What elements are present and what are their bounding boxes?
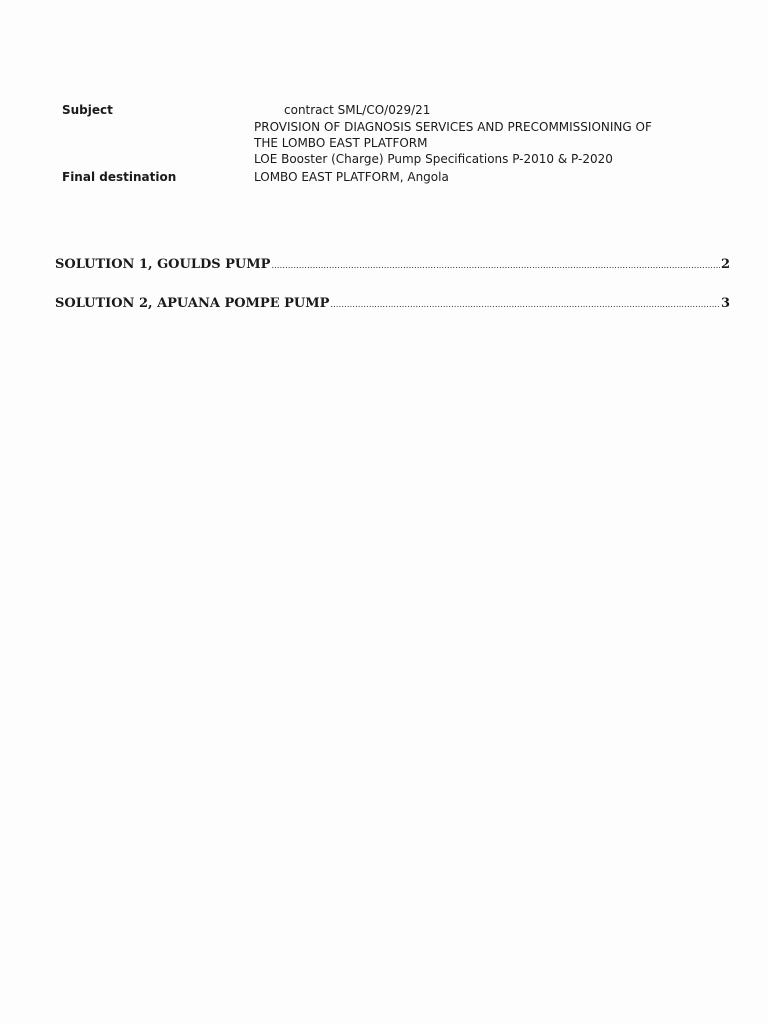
subject-line-contract: contract SML/CO/029/21 (284, 103, 431, 117)
toc-dot-leader (330, 296, 720, 314)
toc-entry-page-number: 2 (720, 257, 730, 272)
header-block (0, 0, 768, 200)
final-destination-label: Final destination (62, 170, 177, 184)
toc-entry-page-number: 3 (720, 296, 730, 311)
toc-entry-title: SOLUTION 2, APUANA POMPE PUMP (55, 296, 330, 311)
subject-line-provision: PROVISION OF DIAGNOSIS SERVICES AND PRECOMMISSIONING OF (254, 120, 652, 134)
subject-line-platform: THE LOMBO EAST PLATFORM (254, 136, 428, 150)
subject-label: Subject (62, 103, 113, 117)
toc-entry-solution-1[interactable] (55, 256, 730, 275)
final-destination-value: LOMBO EAST PLATFORM, Angola (254, 170, 449, 184)
subject-line-specifications: LOE Booster (Charge) Pump Specifications P-2010 & P-2020 (254, 152, 613, 166)
toc-entry-solution-2[interactable] (55, 295, 730, 314)
toc-entry-title: SOLUTION 1, GOULDS PUMP (55, 257, 271, 272)
toc-dot-leader (271, 257, 720, 275)
